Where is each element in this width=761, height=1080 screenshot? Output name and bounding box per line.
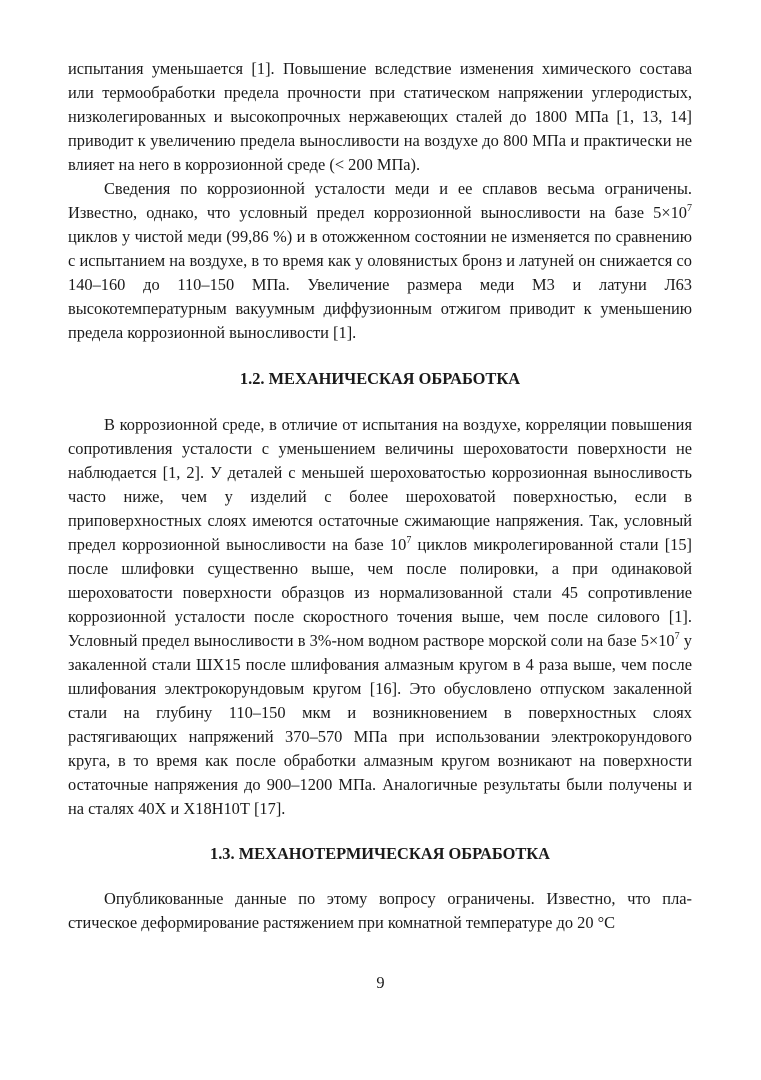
page-body xyxy=(68,57,692,935)
paragraph-copper-fatigue xyxy=(68,177,692,345)
paragraph-text: В коррозионной среде, в отличие от испытания на воздухе, корреляции повышения сопротивления усталости с уменьшением величины шероховатости поверхности не наблюдается [1, 2]. У деталей с меньшей шероховатостью коррозионная выносливость часто ниже, чем у изделий с более шероховатой поверхностью, если в приповерхностных слоях имеются остаточные сжимающие напряжения. Так, условный предел коррозионной выносливости на базе 10 xyxy=(68,415,692,554)
exponent: 7 xyxy=(674,630,680,642)
paragraph-mechanothermal: Опубликованные данные по этому вопросу ограничены. Известно, что пластическое деформирование растяжением при комнатной температуре до 20 °С xyxy=(68,889,692,932)
paragraph-text: у закаленной стали ШХ15 после шлифования алмазным кругом в 4 раза выше, чем после шлифования электрокорундовым кругом [16]. Это обусловлено отпуском закаленной стали на глубину 110–150 мкм и возникновением в поверхностных слоях растягивающих напряжений 370–570 МПа при использовании электрокорундового круга, в то время как после обработки алмазным кругом возникают на поверхности остаточные напряжения до 900–1200 МПа. Аналогичные результаты были получены и на сталях 40Х и Х18Н10Т [17]. xyxy=(68,631,692,818)
section-heading-1-3: 1.3. МЕХАНОТЕРМИЧЕСКАЯ ОБРАБОТКА xyxy=(210,844,550,863)
paragraph-continuation: испытания уменьшается [1]. Повышение вследствие изменения химического состава или термообработки предела прочности при статическом напряжении углеродистых, низколегированных и высокопрочных нержавеющих сталей до 1800 МПа [1, 13, 14] приводит к увеличению предела выносливости на воздухе до 800 МПа и практически не влияет на него в коррозионной среде (< 200 МПа). xyxy=(68,59,692,174)
paragraph-text: циклов микролегированной стали [15] после шлифовки существенно выше, чем после полировки, а при одинаковой шероховатости поверхности образцов из нормализованной стали 45 сопротивление коррозионной усталости после скоростного точения выше, чем после силового [1]. Условный предел выносливости в 3%-ном водном растворе морской соли на базе 5×10 xyxy=(68,535,692,650)
paragraph-text: Сведения по коррозионной усталости меди и ее сплавов весьма ограничены. Известно, однако, что условный предел коррозионной выносливости на базе 5×10 xyxy=(68,179,692,222)
page-number: 9 xyxy=(376,973,385,992)
exponent: 7 xyxy=(687,202,692,214)
section-heading-1-2: 1.2. МЕХАНИЧЕСКАЯ ОБРАБОТКА xyxy=(239,369,521,388)
paragraph-mechanical-processing xyxy=(68,413,692,821)
paragraph-text: циклов у чистой меди (99,86 %) и в отожженном состоянии не изменяется по сравнению с испытанием на воздухе, в то время как у оловянистых бронз и латуней он снижается со 140–160 до 110–150 МПа. Увеличение размера меди М3 и латуни Л63 высокотемпературным вакуумным диффузионным отжигом приводит к уменьшению предела коррозионной выносливости [1]. xyxy=(68,227,692,342)
exponent: 7 xyxy=(406,534,412,546)
